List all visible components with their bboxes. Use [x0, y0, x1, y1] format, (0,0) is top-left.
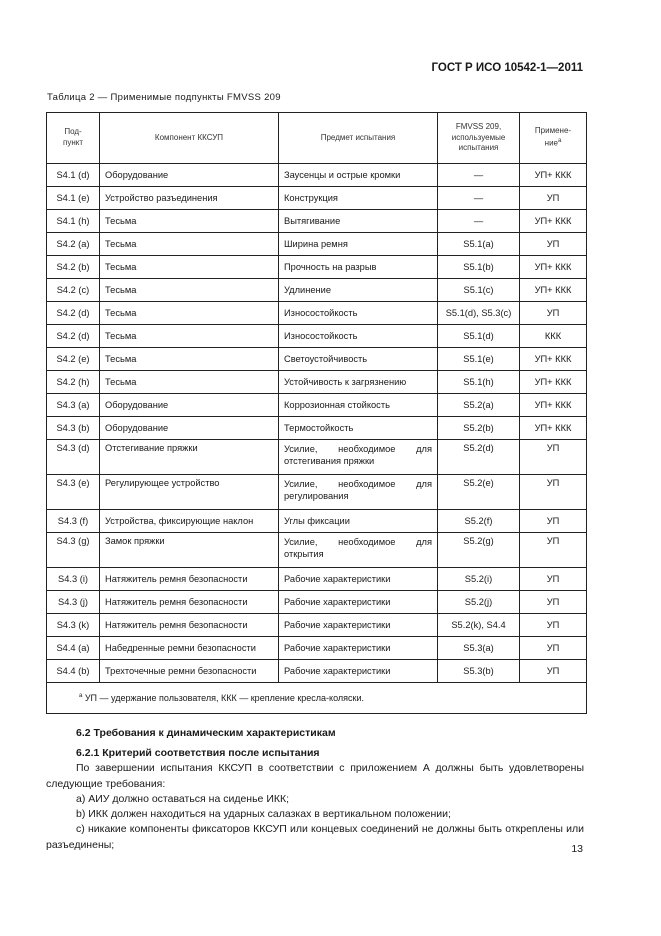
cell-code: S4.3 (e) — [47, 475, 100, 510]
cell-fmvss: S5.2(a) — [438, 394, 520, 417]
cell-applicable: УП+ ККК — [520, 371, 587, 394]
cell-code: S4.2 (d) — [47, 302, 100, 325]
cell-component: Набедренные ремни безопасности — [100, 637, 279, 660]
requirement-item: а) АИУ должно оставаться на сиденье ИКК; — [76, 792, 290, 805]
cell-applicable: УП+ ККК — [520, 348, 587, 371]
table-row — [47, 233, 587, 256]
cell-fmvss: S5.2(j) — [438, 591, 520, 614]
cell-applicable: ККК — [520, 325, 587, 348]
subsection-title: 6.2.1 Критерий соответствия после испытания — [76, 747, 320, 760]
cell-subject: Рабочие характеристики — [279, 568, 438, 591]
cell-subject: Вытягивание — [279, 210, 438, 233]
cell-component: Оборудование — [100, 164, 279, 187]
cell-code: S4.2 (h) — [47, 371, 100, 394]
table-row — [47, 164, 587, 187]
table-row — [47, 440, 587, 475]
cell-applicable: УП — [520, 440, 587, 475]
table-row — [47, 533, 587, 568]
cell-code: S4.4 (b) — [47, 660, 100, 683]
cell-applicable: УП — [520, 591, 587, 614]
cell-applicable: УП — [520, 637, 587, 660]
cell-component: Натяжитель ремня безопасности — [100, 568, 279, 591]
cell-fmvss: S5.1(a) — [438, 233, 520, 256]
cell-component: Тесьма — [100, 210, 279, 233]
requirement-item: b) ИКК должен находиться на ударных салазках в вертикальном положении; — [76, 808, 451, 821]
cell-code: S4.3 (j) — [47, 591, 100, 614]
cell-fmvss: S5.2(b) — [438, 417, 520, 440]
table-row — [47, 256, 587, 279]
cell-applicable: УП+ ККК — [520, 256, 587, 279]
cell-subject: Рабочие характеристики — [279, 660, 438, 683]
cell-fmvss: S5.1(d), S5.3(c) — [438, 302, 520, 325]
table-header-row — [47, 113, 587, 164]
cell-subject: Рабочие характеристики — [279, 614, 438, 637]
col-header-subject: Предмет испытания — [279, 113, 438, 164]
cell-subject: Прочность на разрыв — [279, 256, 438, 279]
section-6-2 — [46, 726, 584, 853]
cell-subject: Светоустойчивость — [279, 348, 438, 371]
cell-fmvss: S5.2(i) — [438, 568, 520, 591]
cell-code: S4.3 (k) — [47, 614, 100, 637]
cell-applicable: УП — [520, 187, 587, 210]
table-row — [47, 637, 587, 660]
cell-applicable: УП — [520, 302, 587, 325]
table-caption: Таблица 2 — Применимые подпункты FMVSS 209 — [47, 92, 281, 103]
cell-subject: Усилие, необходимое для отстегивания пряжки — [279, 440, 438, 475]
cell-component: Тесьма — [100, 233, 279, 256]
cell-applicable: УП+ ККК — [520, 394, 587, 417]
table-row — [47, 417, 587, 440]
cell-fmvss: — — [438, 187, 520, 210]
cell-fmvss: S5.1(e) — [438, 348, 520, 371]
cell-component: Устройство разъединения — [100, 187, 279, 210]
table-row — [47, 510, 587, 533]
cell-code: S4.2 (d) — [47, 325, 100, 348]
cell-code: S4.3 (b) — [47, 417, 100, 440]
cell-fmvss: S5.1(b) — [438, 256, 520, 279]
cell-applicable: УП — [520, 475, 587, 510]
cell-fmvss: S5.3(a) — [438, 637, 520, 660]
cell-fmvss: S5.1(h) — [438, 371, 520, 394]
requirement-item: с) никакие компоненты фиксаторов ККСУП или концевых соединений не должны быть откреплены или разъединены; — [46, 823, 584, 851]
table-row — [47, 394, 587, 417]
cell-fmvss: S5.1(c) — [438, 279, 520, 302]
table-row — [47, 660, 587, 683]
cell-code: S4.3 (f) — [47, 510, 100, 533]
cell-fmvss: S5.1(d) — [438, 325, 520, 348]
cell-fmvss: — — [438, 210, 520, 233]
cell-subject: Износостойкость — [279, 302, 438, 325]
col-header-applicable: Примене- ние$^а$ — [520, 113, 587, 164]
cell-component: Тесьма — [100, 279, 279, 302]
cell-applicable: УП — [520, 660, 587, 683]
cell-component: Тесьма — [100, 302, 279, 325]
table-row — [47, 475, 587, 510]
cell-subject: Термостойкость — [279, 417, 438, 440]
cell-applicable: УП+ ККК — [520, 279, 587, 302]
table-row — [47, 591, 587, 614]
table-row — [47, 187, 587, 210]
cell-code: S4.2 (a) — [47, 233, 100, 256]
table-row — [47, 614, 587, 637]
cell-subject: Коррозионная стойкость — [279, 394, 438, 417]
cell-code: S4.1 (h) — [47, 210, 100, 233]
table-row — [47, 302, 587, 325]
cell-applicable: УП — [520, 233, 587, 256]
cell-applicable: УП — [520, 510, 587, 533]
cell-fmvss: S5.2(f) — [438, 510, 520, 533]
cell-component: Тесьма — [100, 348, 279, 371]
cell-subject: Рабочие характеристики — [279, 591, 438, 614]
cell-applicable: УП — [520, 533, 587, 568]
page-number: 13 — [571, 843, 583, 855]
cell-code: S4.3 (i) — [47, 568, 100, 591]
cell-applicable: УП — [520, 614, 587, 637]
cell-code: S4.2 (c) — [47, 279, 100, 302]
cell-subject: Заусенцы и острые кромки — [279, 164, 438, 187]
table-row — [47, 348, 587, 371]
cell-code: S4.4 (a) — [47, 637, 100, 660]
cell-subject: Удлинение — [279, 279, 438, 302]
cell-subject: Усилие, необходимое для регулирования — [279, 475, 438, 510]
cell-component: Замок пряжки — [100, 533, 279, 568]
cell-component: Тесьма — [100, 256, 279, 279]
cell-component: Оборудование — [100, 417, 279, 440]
table-row — [47, 371, 587, 394]
cell-code: S4.2 (e) — [47, 348, 100, 371]
col-header-code: Под- пункт — [47, 113, 100, 164]
cell-component: Натяжитель ремня безопасности — [100, 591, 279, 614]
cell-subject: Ширина ремня — [279, 233, 438, 256]
table-footnote-row — [47, 683, 587, 714]
cell-subject: Усилие, необходимое для открытия — [279, 533, 438, 568]
cell-component: Тесьма — [100, 325, 279, 348]
cell-code: S4.1 (d) — [47, 164, 100, 187]
cell-subject: Конструкция — [279, 187, 438, 210]
cell-fmvss: — — [438, 164, 520, 187]
cell-fmvss: S5.2(g) — [438, 533, 520, 568]
cell-subject: Рабочие характеристики — [279, 637, 438, 660]
cell-component: Отстегивание пряжки — [100, 440, 279, 475]
table-row — [47, 279, 587, 302]
cell-applicable: УП+ ККК — [520, 164, 587, 187]
cell-component: Тесьма — [100, 371, 279, 394]
cell-subject: Устойчивость к загрязнению — [279, 371, 438, 394]
cell-subject: Углы фиксации — [279, 510, 438, 533]
cell-applicable: УП — [520, 568, 587, 591]
cell-fmvss: S5.3(b) — [438, 660, 520, 683]
cell-code: S4.3 (a) — [47, 394, 100, 417]
table-row — [47, 210, 587, 233]
cell-component: Оборудование — [100, 394, 279, 417]
cell-component: Устройства, фиксирующие наклон — [100, 510, 279, 533]
table-row — [47, 325, 587, 348]
col-header-fmvss: FMVSS 209, используемые испытания — [438, 113, 520, 164]
cell-component: Регулирующее устройство — [100, 475, 279, 510]
table-footnote: $^а$ УП — удержание пользователя, ККК — крепление кресла-коляски. — [47, 683, 587, 714]
cell-subject: Износостойкость — [279, 325, 438, 348]
cell-code: S4.2 (b) — [47, 256, 100, 279]
cell-code: S4.1 (e) — [47, 187, 100, 210]
cell-fmvss: S5.2(k), S4.4 — [438, 614, 520, 637]
cell-component: Трехточечные ремни безопасности — [100, 660, 279, 683]
section-intro: По завершении испытания ККСУП в соответствии с приложением А должны быть удовлетворены следующие требования: — [46, 762, 584, 790]
cell-component: Натяжитель ремня безопасности — [100, 614, 279, 637]
col-header-component: Компонент ККСУП — [100, 113, 279, 164]
cell-applicable: УП+ ККК — [520, 210, 587, 233]
section-title: 6.2 Требования к динамическим характеристикам — [76, 727, 336, 739]
cell-applicable: УП+ ККК — [520, 417, 587, 440]
cell-code: S4.3 (d) — [47, 440, 100, 475]
cell-fmvss: S5.2(d) — [438, 440, 520, 475]
document-code: ГОСТ Р ИСО 10542-1—2011 — [431, 62, 583, 74]
applicable-subclauses-table — [46, 112, 587, 714]
cell-code: S4.3 (g) — [47, 533, 100, 568]
table-row — [47, 568, 587, 591]
cell-fmvss: S5.2(e) — [438, 475, 520, 510]
